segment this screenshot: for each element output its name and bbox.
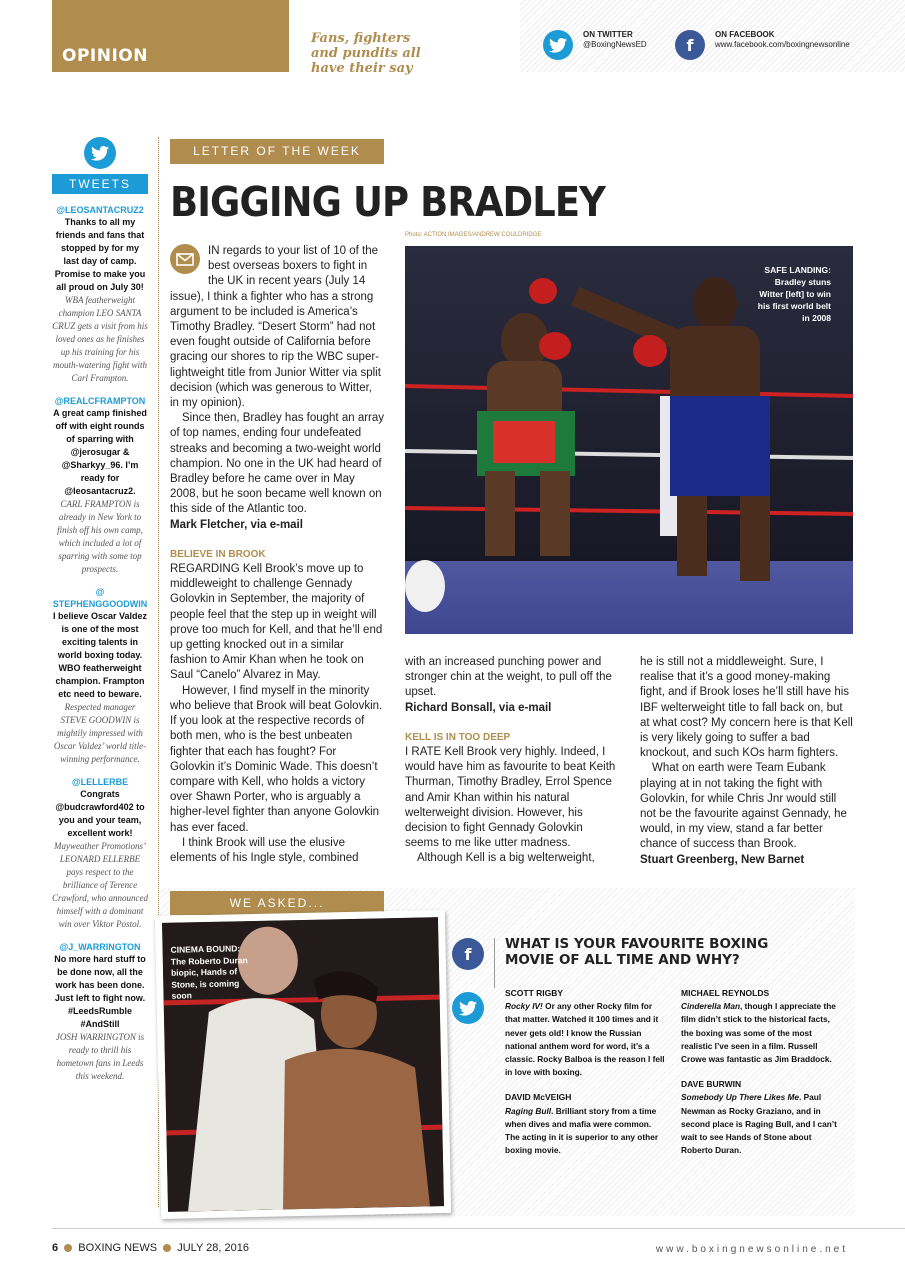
cinema-photo — [155, 910, 451, 1219]
tweet-item — [52, 586, 148, 766]
tagline: Fans, fighters and pundits all have their say — [311, 31, 421, 76]
question-icons — [452, 938, 484, 1046]
answer-text: Cinderella Man, though I appreciate the film didn’t stick to the historical facts, the boxing was some of the most realistic I’ve seen in a film. Russell Crowe was fantastic as Jim Braddock. — [681, 1001, 836, 1065]
subhead-kell-in-too-deep: KELL IS IN TOO DEEP — [405, 731, 511, 743]
answer-text: Raging Bull. Brilliant story from a time when dives and mafia were common. The acting in it is superior to any other boxing movie. — [505, 1105, 659, 1156]
letter-paragraph: I think Brook will use the elusive elements of his Ingle style, combined — [170, 836, 359, 864]
answers-column-1 — [505, 987, 665, 1157]
tweet-item — [52, 395, 148, 576]
tweet-note: JOSH WARRINGTON is ready to thrill his hometown fans in Leeds this weekend. — [55, 1032, 145, 1081]
tweet-note: WBA featherweight champion LEO SANTA CRUZ gets a visit from his loved ones as he finishes up his training for his mouth-watering fight with Carl Frampton. — [52, 295, 148, 383]
tweet-item — [52, 776, 148, 931]
letter-column-1 — [170, 244, 384, 866]
twitter-label: ON TWITTER — [583, 30, 633, 39]
letter-column-3 — [640, 655, 854, 868]
twitter-contact[interactable] — [543, 30, 647, 60]
social-strip — [520, 0, 905, 72]
answers-column-2 — [681, 987, 841, 1157]
subhead-believe-in-brook: BELIEVE IN BROOK — [170, 548, 266, 560]
footer-folio — [52, 1242, 249, 1254]
bullet-dot — [163, 1244, 171, 1252]
tweets-column — [52, 137, 148, 1083]
twitter-handle: @BoxingNewsED — [583, 40, 647, 49]
answer-text: Rocky IV! Or any other Rocky film for that matter. Watched it 100 times and it never gets old! I know the Russian national anthem word for word, it’s a classic. Rocky Balboa is the reason I fell in love with boxing. — [505, 1001, 665, 1078]
facebook-icon: f — [452, 938, 484, 970]
letter-column-2 — [405, 655, 619, 867]
photo-caption: CINEMA BOUND: The Roberto Duran biopic, Hands of Stone, is coming soon — [170, 943, 248, 1001]
section-tab-opinion — [52, 0, 289, 72]
question-divider — [494, 938, 495, 988]
fight-photo — [405, 246, 853, 634]
tweet-handle[interactable]: @LELLERBE — [71, 777, 129, 787]
section-label: OPINION — [62, 46, 148, 66]
letter-paragraph: However, I find myself in the minority who believe that Brook will beat Golovkin. If you look at the respective records of both men, who is the best unbeaten fighter that each has fought? For Golovkin it’s Dominic Wade. This doesn’t compare with Kell, who holds a victory over Shawn Porter, who is arguably a higher-level fighter than anyone Golovkin has ever faced. — [170, 684, 383, 834]
answer-name: SCOTT RIGBY — [505, 988, 564, 998]
letter-paragraph: REGARDING Kell Brook’s move up to middleweight to challenge Gennady Golovkin in September, the majority of people feel that the step up in weight will prove too much for Kell, and that he’ll end up getting knocked out in a similar fashion to Amir Khan when he took on Saul “Canelo” Alvarez in May. — [170, 563, 383, 682]
tweet-body: Thanks to all my friends and fans that stopped by for my last day of camp. Promise to make you all proud on July 30! — [54, 217, 146, 292]
letter-paragraph: he is still not a middleweight. Sure, I realise that it’s a good money-making fight, and if Brook loses he’ll still have his IBF welterweight title to fall back on, but at what cost? My concern here is that Kell is very likely going to suffer a bad knockout, and such KOs harm fighters. — [640, 656, 853, 760]
tweet-handle[interactable]: @REALCFRAMPTON — [54, 396, 146, 406]
letter-paragraph: I RATE Kell Brook very highly. Indeed, I would have him as favourite to beat Keith Thurman, Timothy Bradley, Errol Spence and Amir Khan within his natural welterweight division. However, his decision to fight Gennady Golovkin seems to me like utter madness. — [405, 746, 616, 850]
tweet-handle[interactable]: @J_WARRINGTON — [59, 942, 141, 952]
tweet-note: Respected manager STEVE GOODWIN is mightily impressed with Oscar Valdez’ world title-winning performance. — [53, 702, 147, 764]
tweet-body: I believe Oscar Valdez is one of the most exciting talents in world boxing today. WBO featherweight champion. Frampton etc need to beware. — [52, 611, 148, 699]
tweets-label: TWEETS — [52, 174, 148, 194]
issue-date: JULY 28, 2016 — [177, 1242, 249, 1254]
page-headline: BIGGING UP BRADLEY — [170, 178, 606, 226]
tweet-note: Mayweather Promotions’ LEONARD ELLERBE pays respect to the brilliance of Terence Crawford, who announced himself with a dominant win over Viktor Postol. — [52, 841, 148, 929]
letter-of-week-tab: LETTER OF THE WEEK — [170, 139, 384, 164]
tweet-item — [52, 941, 148, 1083]
twitter-icon — [452, 992, 484, 1024]
twitter-icon — [543, 30, 573, 60]
answer-name: MICHAEL REYNOLDS — [681, 988, 770, 998]
letter-paragraph: Since then, Bradley has fought an array of top names, ending four undefeated streaks and becoming a two-weight world champion. No one in the UK had heard of Bradley before he came over in May 2008, but he soon became well known on this side of the Atlantic too. — [170, 412, 385, 516]
tweet-item — [52, 204, 148, 385]
facebook-contact[interactable] — [675, 30, 850, 60]
publication-name: BOXING NEWS — [78, 1242, 158, 1254]
letter-paragraph: with an increased punching power and stronger chin at the weight, to pull off the upset. — [405, 656, 612, 699]
answer-text: Somebody Up There Likes Me. Paul Newman as Rocky Graziano, and in second place is Raging Bull, and I can’t wait to see Hands of Stone about Roberto Duran. — [681, 1092, 837, 1156]
photo-caption: SAFE LANDING: Bradley stuns Witter [left] to win his first world belt in 2008 — [757, 265, 831, 323]
bullet-dot — [64, 1244, 72, 1252]
facebook-url: www.facebook.com/boxingnewsonline — [715, 40, 850, 49]
footer-rule — [52, 1228, 905, 1229]
letter-signature: Mark Fletcher, via e-mail — [170, 518, 303, 531]
letter-paragraph: Although Kell is a big welterweight, — [417, 852, 595, 865]
page-number: 6 — [52, 1242, 59, 1254]
tweet-body: No more hard stuff to be done now, all the work has been done. Just left to fight now. #LeedsRumble #AndStill — [54, 954, 146, 1029]
letter-signature: Richard Bonsall, via e-mail — [405, 701, 552, 714]
we-asked-question: WHAT IS YOUR FAVOURITE BOXING MOVIE OF ALL TIME AND WHY? — [505, 936, 769, 968]
letter-signature: Stuart Greenberg, New Barnet — [640, 853, 805, 866]
letter-paragraph: IN regards to your list of 10 of the best overseas boxers to fight in the UK in recent years (July 14 issue), I think a fighter who has a strong argument to be included is America’s Timothy Bradley. “Desert Storm” had not even fought outside of California before gracing our shores to rip the WBC super-lightweight title from Junior Witter via split decision (which was generous to Witter, in my opinion). — [170, 245, 381, 410]
tweet-handle[interactable]: @ STEPHENGGOODWIN — [52, 587, 148, 609]
website-url[interactable]: www.boxingnewsonline.net — [655, 1244, 848, 1255]
answer-name: DAVE BURWIN — [681, 1079, 742, 1090]
tweet-body: A great camp finished off with eight rounds of sparring with @jerosugar & @Sharkyy_96. I’m ready for @leosantacruz2. — [53, 408, 147, 496]
tweet-note: CARL FRAMPTON is already in New York to finish off his own camp, which included a lot of sparring with some top prospects. — [57, 499, 143, 574]
facebook-icon: f — [675, 30, 705, 60]
tweet-handle[interactable]: @LEOSANTACRUZ2 — [56, 205, 144, 215]
we-asked-tab: WE ASKED... — [170, 891, 384, 915]
facebook-label: ON FACEBOOK — [715, 30, 775, 39]
photo-credit: Photo: ACTION IMAGES/ANDREW COULDRIDGE — [405, 232, 542, 238]
twitter-icon — [84, 137, 116, 169]
tweet-body: Congrats @budcrawford402 to you and your team, excellent work! — [55, 789, 145, 838]
answer-name: DAVID McVEIGH — [505, 1092, 572, 1103]
letter-paragraph: What on earth were Team Eubank playing at in not taking the fight with Golovkin, for while Chris Jnr would still not be the favourite against Gennady, he would, in my view, stand a far better chance of success than Brook. — [640, 762, 847, 851]
envelope-icon — [170, 244, 200, 274]
